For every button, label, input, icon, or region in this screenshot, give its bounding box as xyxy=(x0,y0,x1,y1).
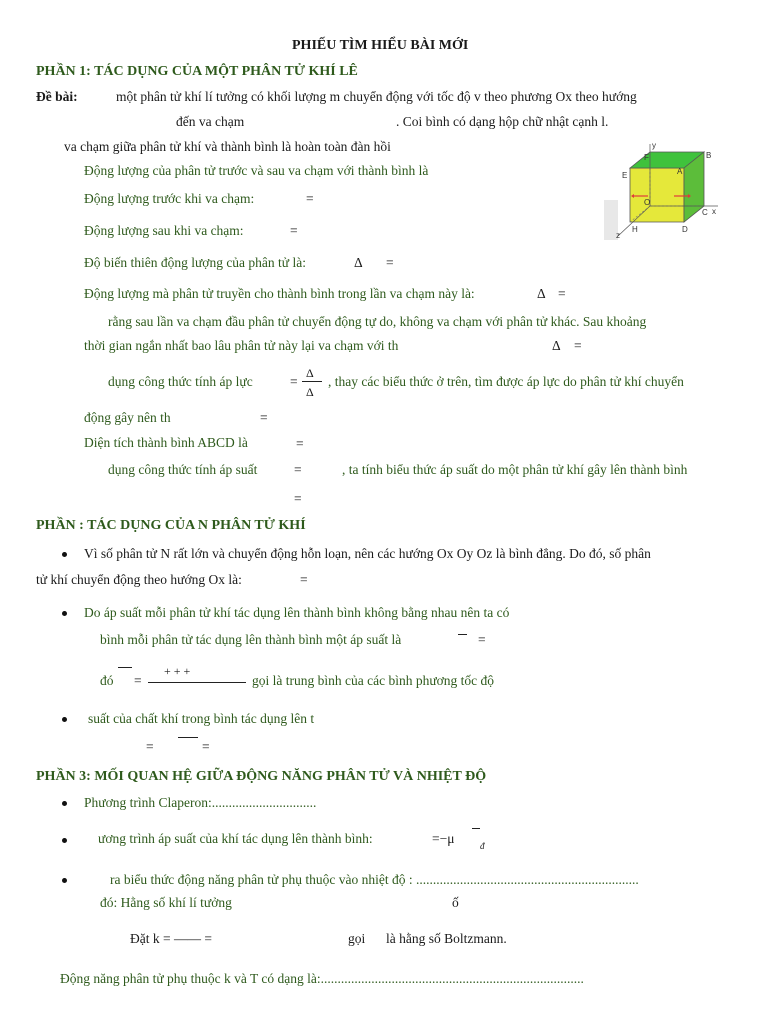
pressure-equation-sub: đ xyxy=(480,841,485,851)
force-denominator: Δ xyxy=(306,385,314,399)
part1-heading: PHẦN 1: TÁC DỤNG CỦA MỘT PHÂN TỬ KHÍ LÊ xyxy=(36,64,358,79)
wall-area-eq: = xyxy=(296,436,304,451)
gas-pressure-line: suất của chất khí trong bình tác dụng lên t xyxy=(88,711,315,726)
pressure-formula-text: dụng công thức tính áp suất xyxy=(108,462,258,477)
overbar xyxy=(458,634,467,635)
bullet xyxy=(62,717,67,722)
part2-heading: PHẦN : TÁC DỤNG CỦA N PHÂN TỬ KHÍ xyxy=(36,518,306,533)
directions-line-1: Vì số phân tử N rất lớn và chuyển động hỗn loạn, nên các hướng Ox Oy Oz là bình đẳng. Do đó, số phân xyxy=(84,546,651,561)
force-result-eq: = xyxy=(260,410,268,425)
label-f: F xyxy=(644,153,649,162)
momentum-before: Động lượng trước khi va chạm: xyxy=(84,191,255,206)
mean-square-desc: gọi là trung bình của các bình phương tốc độ xyxy=(252,673,495,688)
bullet xyxy=(62,878,67,883)
problem-label: Đề bài: xyxy=(36,89,78,104)
wall-area: Diện tích thành bình ABCD là xyxy=(84,435,248,450)
label-c: C xyxy=(702,208,708,217)
directions-line-2: tử khí chuyển động theo hướng Ox là: xyxy=(36,572,242,587)
avg-pressure-line-2: bình mỗi phân tử tác dụng lên thành bình một áp suất là xyxy=(100,632,402,647)
pressure-result-eq: = xyxy=(294,491,302,506)
bullet xyxy=(62,611,67,616)
label-d: D xyxy=(682,225,688,234)
label-a: A xyxy=(677,167,683,176)
claperon-line: Phương trình Claperon:............................... xyxy=(84,795,317,810)
pressure-formula-rest: , ta tính biểu thức áp suất do một phân tử khí gây lên thành bình xyxy=(342,462,688,477)
problem-line-2a: đến va chạm xyxy=(176,114,245,129)
avg-pressure-line-1: Do áp suất mỗi phân tử khí tác dụng lên thành bình không bằng nhau nên ta có xyxy=(84,605,510,620)
time-delta: Δ xyxy=(552,338,561,353)
free-motion-line-1: rằng sau lần va chạm đầu phân tử chuyển động tự do, không va chạm với phân tử khác. Sau khoảng xyxy=(108,314,647,329)
problem-line-3: va chạm giữa phân tử khí và thành bình là hoàn toàn đàn hồi xyxy=(64,139,391,154)
force-formula-rest: , thay các biểu thức ở trên, tìm được áp lực do phân tử khí chuyển xyxy=(328,374,684,389)
momentum-change-delta: Δ xyxy=(354,255,363,270)
gas-pressure-eq-1: = xyxy=(146,739,154,754)
gas-pressure-eq-2: = xyxy=(202,739,210,754)
force-eq: = xyxy=(290,374,298,389)
momentum-transfer-delta: Δ xyxy=(537,286,546,301)
kinetic-energy-line: ra biểu thức động năng phân tử phụ thuộc vào nhiệt độ : .................................................................. xyxy=(110,872,639,887)
overbar xyxy=(472,828,480,829)
part3-heading: PHẦN 3: MỐI QUAN HỆ GIỮA ĐỘNG NĂNG PHÂN TỬ VÀ NHIỆT ĐỘ xyxy=(36,769,487,784)
time-eq: = xyxy=(574,338,582,353)
label-o: O xyxy=(644,198,651,207)
force-formula-text: dụng công thức tính áp lực xyxy=(108,374,253,389)
mean-square-eq: = xyxy=(134,673,142,688)
momentum-change-eq: = xyxy=(386,255,394,270)
pressure-eq: = xyxy=(294,462,302,477)
overbar xyxy=(178,737,198,738)
label-h: H xyxy=(632,225,638,234)
gas-container-figure xyxy=(604,140,728,244)
force-result: động gây nên th xyxy=(84,410,171,425)
label-b: B xyxy=(706,151,712,160)
mean-square-fraction-bar xyxy=(148,682,246,683)
free-motion-line-2: thời gian ngắn nhất bao lâu phân tử này lại va chạm với th xyxy=(84,338,399,353)
momentum-after-eq: = xyxy=(290,223,298,238)
boltzmann-desc: là hằng số Boltzmann. xyxy=(386,931,507,946)
avg-pressure-eq: = xyxy=(478,632,486,647)
bullet xyxy=(62,838,67,843)
problem-line-1: một phân tử khí lí tưởng có khối lượng m chuyển động với tốc độ v theo phương Ox theo hướng xyxy=(116,89,637,104)
momentum-transfer-eq: = xyxy=(558,286,566,301)
momentum-intro: Động lượng của phân tử trước và sau va chạm với thành bình là xyxy=(84,163,429,178)
momentum-after: Động lượng sau khi va chạm: xyxy=(84,223,244,238)
label-y: y xyxy=(652,141,656,150)
label-x: x xyxy=(712,207,716,216)
force-numerator: Δ xyxy=(306,366,314,380)
kinetic-energy-kt-line: Động năng phân tử phụ thuộc k và T có dạng là:.............................................................................. xyxy=(60,971,584,986)
mean-square-label: đó xyxy=(100,673,114,688)
cube-front-face xyxy=(630,168,684,222)
overbar xyxy=(118,667,132,668)
gas-constant-mark: ố xyxy=(452,895,459,910)
boltzmann-call: gọi xyxy=(348,931,366,946)
page-title: PHIẾU TÌM HIỂU BÀI MỚI xyxy=(292,38,469,53)
boltzmann-define: Đặt k = —— = xyxy=(130,931,212,946)
bullet xyxy=(62,552,67,557)
gas-constant-line: đó: Hằng số khí lí tưởng xyxy=(100,895,232,910)
directions-eq: = xyxy=(300,572,308,587)
pressure-equation-line: ương trình áp suất của khí tác dụng lên thành bình: xyxy=(98,831,373,846)
problem-line-2b: . Coi bình có dạng hộp chữ nhật cạnh l. xyxy=(396,114,609,129)
force-fraction-bar xyxy=(302,381,322,382)
bullet xyxy=(62,801,67,806)
momentum-before-eq: = xyxy=(306,191,314,206)
momentum-transfer: Động lượng mà phân tử truyền cho thành bình trong lần va chạm này là: xyxy=(84,286,475,301)
momentum-change: Độ biến thiên động lượng của phân tử là: xyxy=(84,255,306,270)
label-e: E xyxy=(622,171,628,180)
mean-square-sum: + + + xyxy=(164,664,191,678)
pressure-equation-expr: =−μ xyxy=(432,831,455,846)
label-z: z xyxy=(616,231,620,240)
cube-diagram xyxy=(604,140,728,244)
